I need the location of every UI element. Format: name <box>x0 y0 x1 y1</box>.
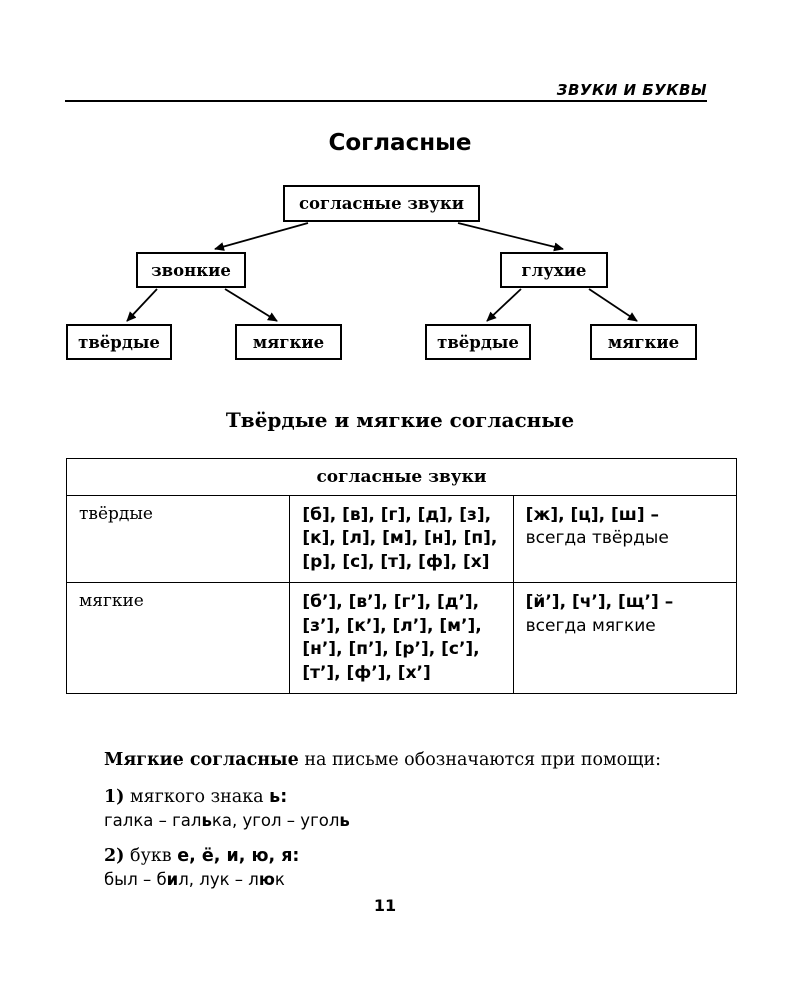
note-item-2 <box>104 846 704 866</box>
item2-letters: е, ё, и, ю, я: <box>177 846 300 866</box>
table-header-row <box>67 459 737 496</box>
notes-intro <box>104 750 704 771</box>
example1-part: ка, угол – угол <box>211 811 340 830</box>
tree-node-label: звонкие <box>151 260 231 280</box>
tree-node-label: твёрдые <box>437 332 519 352</box>
tree-node-voiceless <box>500 252 608 288</box>
notes-block <box>104 750 704 889</box>
table-header-cell: согласные звуки <box>67 459 737 496</box>
row-always-hard <box>513 496 736 583</box>
note-item-1 <box>104 787 704 807</box>
item1-soft-sign: ь: <box>269 787 288 807</box>
always-soft-text: всегда мягкие <box>525 615 656 636</box>
consonants-tree-diagram <box>65 185 735 365</box>
item1-text: мягкого знака <box>124 787 270 807</box>
example2-part: к <box>274 870 285 889</box>
example1-bold: ь <box>339 811 350 830</box>
example1-part: галка – гал <box>104 811 202 830</box>
item2-text: букв <box>124 846 178 866</box>
row-sounds-soft <box>290 583 513 694</box>
row-sounds-hard <box>290 496 513 583</box>
item2-number: 2) <box>104 846 125 866</box>
tree-node-label: мягкие <box>607 332 680 352</box>
section-title: Твёрдые и мягкие согласные <box>225 408 575 432</box>
tree-node-soft-voiced <box>235 324 342 360</box>
example2-part: был – б <box>104 870 167 889</box>
always-hard-text: всегда твёрдые <box>525 528 669 549</box>
tree-node-label: твёрдые <box>78 332 160 352</box>
tree-node-label: согласные звуки <box>298 194 465 213</box>
tree-node-hard-voiced <box>66 324 172 360</box>
page-header-title: ЗВУКИ И БУКВЫ <box>556 81 707 99</box>
example2-bold: ю <box>258 870 275 889</box>
tree-node-label: мягкие <box>252 332 325 352</box>
hard-sounds-list: [б], [в], [г], [д], [з], [к], [л], [м], [н], [п], [р], [с], [т], [ф], [х] <box>302 505 498 572</box>
page-number: 11 <box>373 896 397 915</box>
row-label-hard: твёрдые <box>67 496 290 583</box>
tree-node-label: глухие <box>521 260 587 280</box>
example2-bold: и <box>166 870 179 889</box>
notes-intro-bold: Мягкие согласные <box>104 750 299 770</box>
tree-node-soft-voiceless <box>590 324 697 360</box>
item1-number: 1) <box>104 787 125 807</box>
always-hard-sounds: [ж], [ц], [ш] – <box>525 505 660 525</box>
soft-sounds-list: [б’], [в’], [г’], [д’], [з’], [к’], [л’], [м’], [н’], [п’], [р’], [с’], [т’], [ф’], [х’] <box>302 592 482 683</box>
page-header-rule <box>65 80 707 102</box>
table-row-hard <box>67 496 737 583</box>
example-1 <box>104 811 704 830</box>
tree-node-consonant-sounds <box>283 185 480 222</box>
notes-intro-rest: на письме обозначаются при помощи: <box>298 750 662 770</box>
tree-node-hard-voiceless <box>425 324 531 360</box>
consonants-table <box>66 458 737 694</box>
always-soft-sounds: [й’], [ч’], [щ’] – <box>525 592 674 613</box>
page-title: Согласные <box>328 130 472 156</box>
row-always-soft <box>513 583 736 694</box>
example2-part: л, лук – л <box>178 870 259 889</box>
example-2 <box>104 870 704 889</box>
example1-bold: ь <box>201 811 212 830</box>
tree-node-voiced <box>136 252 246 288</box>
table-row-soft <box>67 583 737 694</box>
row-label-soft: мягкие <box>67 583 290 694</box>
